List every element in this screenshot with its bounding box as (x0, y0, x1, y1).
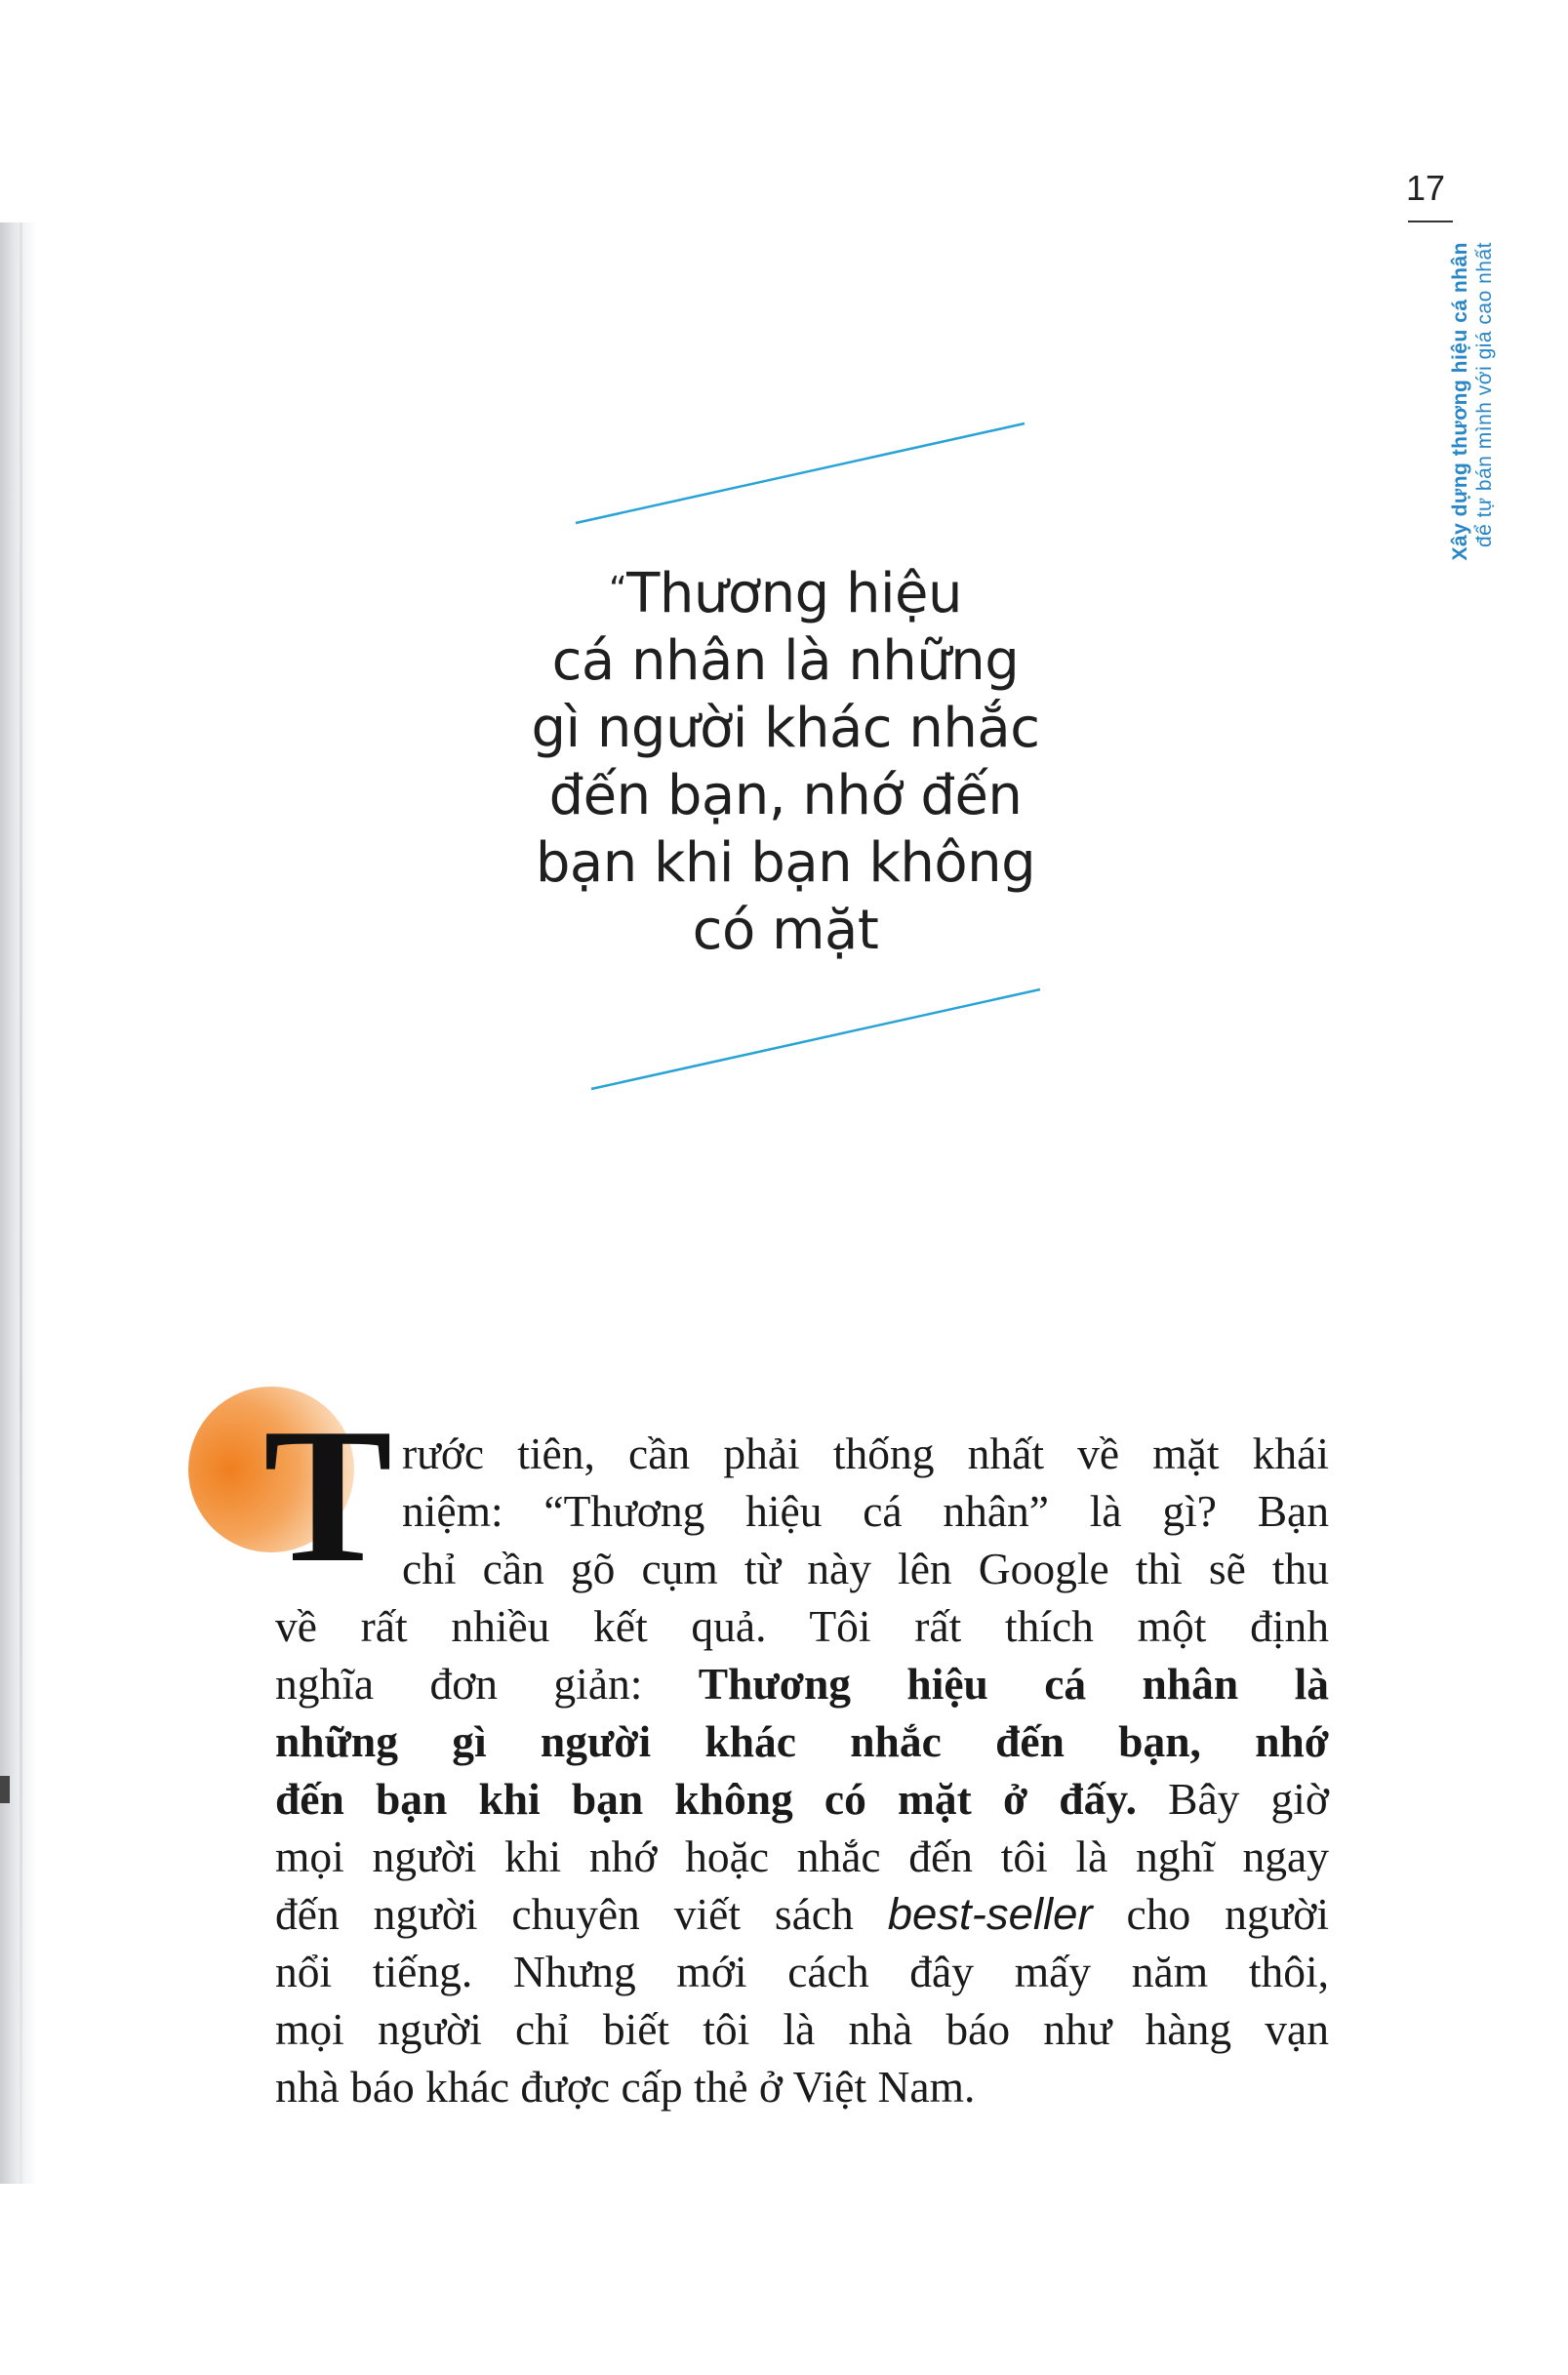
body-line: đến người chuyên viết sách best-seller cho người (275, 1889, 1329, 1939)
page-number: 17 (1405, 168, 1445, 208)
drop-cap: T (263, 1389, 393, 1602)
body-line: nhà báo khác được cấp thẻ ở Việt Nam. (275, 2062, 976, 2112)
body-paragraph (275, 1425, 1329, 2115)
pull-quote-line: có mặt (692, 899, 879, 962)
body-line: niệm: “Thương hiệu cá nhân” là gì? Bạn (402, 1486, 1329, 1536)
body-line: rước tiên, cần phải thống nhất về mặt khái (402, 1429, 1329, 1478)
body-line: đến bạn khi bạn không có mặt ở đấy. Bây giờ (275, 1774, 1329, 1824)
body-line: nghĩa đơn giản: Thương hiệu cá nhân là (275, 1659, 1330, 1709)
body-line: những gì người khác nhắc đến bạn, nhớ (275, 1716, 1329, 1766)
pull-quote-line: bạn khi bạn không (535, 831, 1036, 895)
body-line: nổi tiếng. Nhưng mới cách đây mấy năm thôi, (275, 1947, 1329, 1996)
quote-top-rule (576, 423, 1025, 523)
pull-quote (468, 560, 1103, 964)
pull-quote-line: “Thương hiệu (609, 562, 962, 625)
body-line: mọi người chỉ biết tôi là nhà báo như hàng vạn (275, 2004, 1329, 2054)
body-line: về rất nhiều kết quả. Tôi rất thích một định (275, 1601, 1329, 1651)
open-quote-mark: “ (609, 570, 627, 610)
running-header-subtitle: để tự bán mình với giá cao nhất (1473, 242, 1496, 548)
body-line: mọi người khi nhớ hoặc nhắc đến tôi là nghĩ ngay (275, 1832, 1329, 1881)
pull-quote-line: cá nhân là những (551, 629, 1020, 693)
pull-quote-line: gì người khác nhắc (531, 697, 1040, 760)
pull-quote-line: đến bạn, nhớ đến (548, 764, 1023, 827)
body-line: chỉ cần gõ cụm từ này lên Google thì sẽ thu (402, 1544, 1329, 1593)
running-header-title: Xây dựng thương hiệu cá nhân (1449, 242, 1471, 561)
quote-bottom-rule (591, 989, 1040, 1089)
